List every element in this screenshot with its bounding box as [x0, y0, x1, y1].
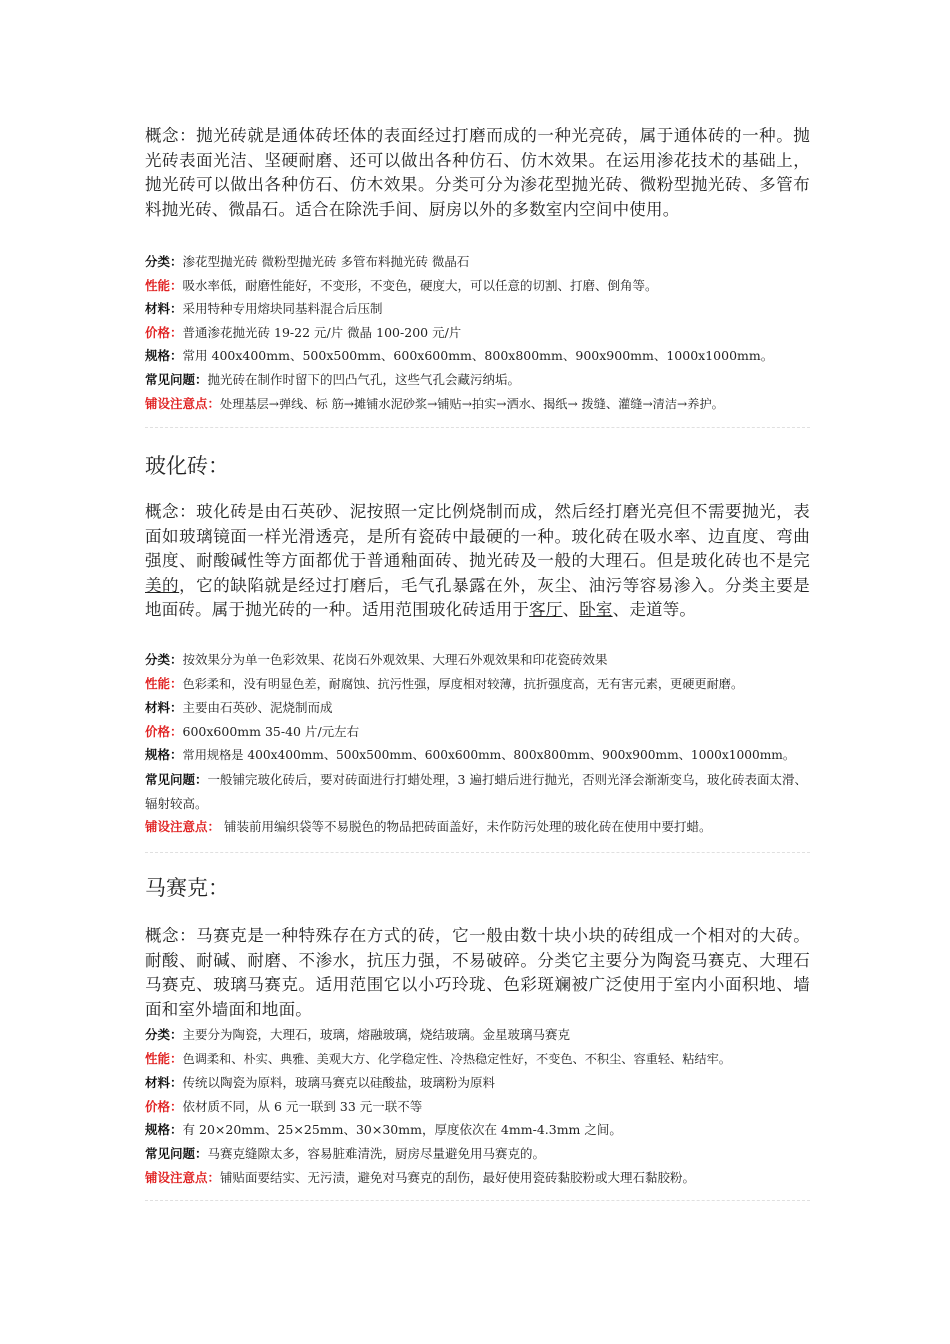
attr-value: 抛光砖在制作时留下的凹凸气孔，这些气孔会藏污纳垢。 [207, 371, 521, 387]
attr-label: 性能： [145, 675, 183, 691]
attr-value: 传统以陶瓷为原料，玻璃马赛克以硅酸盐，玻璃粉为原料 [182, 1075, 496, 1091]
attr-label: 规格： [145, 747, 183, 763]
attr-value: 铺贴面要结实、无污渍，避免对马赛克的刮伤，最好使用瓷砖黏胶粉或大理石黏胶粉。 [220, 1169, 696, 1185]
attr-performance [145, 672, 810, 697]
attr-value: 普通渗花抛光砖 19-22 元/片 微晶 100-200 元/片 [182, 324, 462, 340]
attr-material [145, 1071, 810, 1095]
attr-label: 铺设注意点： [145, 395, 221, 411]
attr-label: 常见问题： [145, 371, 208, 387]
attr-value: 渗花型抛光砖 微粉型抛光砖 多管布料抛光砖 微晶石 [182, 254, 470, 269]
attr-material [145, 696, 810, 720]
attr-label: 常见问题： [145, 1145, 208, 1161]
section-heading: 玻化砖： [145, 454, 229, 478]
attr-label: 铺设注意点： [145, 819, 221, 835]
attr-value: 处理基层→弹线、标 筋→摊铺水泥砂浆→铺贴→拍实→洒水、揭纸→ 拨缝、灌缝→清洁→养护。 [220, 396, 724, 411]
attr-problems [145, 1142, 810, 1166]
concept-paragraph [145, 500, 810, 623]
attr-value: 一般铺完玻化砖后，要对砖面进行打蜡处理，3 遍打蜡后进行抛光，否则光泽会渐渐变乌，玻化砖表面太滑、辐射较高。 [145, 771, 807, 811]
attr-value: 常用规格是 400x400mm、500x500mm、600x600mm、800x800mm、900x900mm、1000x1000mm。 [182, 748, 796, 763]
attr-value: 色彩柔和，没有明显色差，耐腐蚀、抗污性强，厚度相对较薄，抗折强度高，无有害元素，更硬更耐磨。 [182, 676, 744, 691]
attr-category [145, 250, 810, 274]
attr-spec [145, 743, 810, 768]
section-heading: 马赛克： [145, 876, 229, 900]
attr-value: 依材质不同，从 6 元一联到 33 元一联不等 [182, 1098, 423, 1114]
attr-problems [145, 768, 810, 815]
attr-price [145, 720, 810, 744]
attr-spec [145, 344, 810, 368]
attr-performance [145, 274, 810, 298]
section-vitrified-tile [145, 500, 810, 623]
attr-laying-notes [145, 392, 810, 417]
concept-text: 、 [562, 600, 580, 619]
section-vitrified-tile-attrs [145, 648, 810, 839]
attr-label: 性能： [145, 1050, 183, 1066]
attr-laying-notes [145, 1166, 810, 1190]
concept-text: ，它的缺陷就是经过打磨后，毛气孔暴露在外，灰尘、油污等容易渗入。分类主要是地面砖。属于抛光砖的一种。适用范围玻化砖适用于 [145, 575, 810, 619]
attr-performance [145, 1047, 810, 1072]
section-polished-tile-attrs [145, 250, 810, 416]
attr-label: 材料： [145, 700, 183, 716]
attr-price [145, 1095, 810, 1119]
attr-problems [145, 368, 810, 392]
attr-spec [145, 1118, 810, 1142]
attr-value: 600x600mm 35-40 片/元左右 [182, 723, 360, 739]
attr-value: 色调柔和、朴实、典雅、美观大方、化学稳定性、冷热稳定性好，不变色、不积尘、容重轻、粘结牢。 [182, 1051, 731, 1066]
attr-value: 马赛克缝隙太多，容易脏难清洗，厨房尽量避免用马赛克的。 [207, 1145, 546, 1161]
attr-value: 主要分为陶瓷，大理石，玻璃，熔融玻璃，烧结玻璃。金星玻璃马赛克 [182, 1027, 571, 1042]
attr-price [145, 321, 810, 345]
attr-label: 性能： [145, 277, 183, 293]
attr-value: 主要由石英砂、泥烧制而成 [182, 700, 333, 716]
section-mosaic-attrs [145, 1023, 810, 1189]
attr-label: 铺设注意点： [145, 1169, 221, 1185]
concept-link-living-room[interactable]: 客厅 [529, 600, 563, 619]
attr-label: 材料： [145, 301, 183, 317]
concept-paragraph: 概念：马赛克是一种特殊存在方式的砖，它一般由数十块小块的砖组成一个相对的大砖。耐酸、耐碱、耐磨、不渗水，抗压力强，不易破碎。分类它主要分为陶瓷马赛克、大理石马赛克、玻璃马赛克。适用范围它以小巧玲珑、色彩斑斓被广泛使用于室内小面积地、墙面和室外墙面和地面。 [145, 926, 810, 1019]
dashed-divider [145, 1200, 810, 1201]
concept-text: 、走道等。 [612, 600, 697, 619]
attr-material [145, 297, 810, 321]
dashed-divider [145, 852, 810, 853]
attr-label: 分类： [145, 254, 183, 269]
attr-label: 价格： [145, 324, 183, 340]
attr-value: 有 20×20mm、25×25mm、30×30mm，厚度依次在 4mm-4.3mm 之间。 [182, 1122, 622, 1138]
attr-category [145, 648, 810, 672]
attr-label: 价格： [145, 1098, 183, 1114]
attr-label: 规格： [145, 1122, 183, 1138]
concept-text: 概念：玻化砖是由石英砂、泥按照一定比例烧制而成，然后经打磨光亮但不需要抛光，表面如玻璃镜面一样光滑透亮，是所有瓷砖中最硬的一种。玻化砖在吸水率、边直度、弯曲强度、耐酸碱性等方面都优于普通釉面砖、抛光砖及一般的大理石。但是玻化砖也不是完 [145, 502, 810, 570]
attr-label: 价格： [145, 723, 183, 739]
attr-category [145, 1023, 810, 1047]
dashed-divider [145, 427, 810, 428]
attr-label: 规格： [145, 348, 183, 364]
attr-label: 分类： [145, 1027, 183, 1042]
concept-link-perfect[interactable]: 美的 [145, 575, 180, 595]
attr-value: 按效果分为单一色彩效果、花岗石外观效果、大理石外观效果和印花瓷砖效果 [182, 652, 608, 667]
attr-value: 吸水率低，耐磨性能好，不变形，不变色，硬度大，可以任意的切割、打磨、倒角等。 [182, 277, 658, 293]
attr-label: 材料： [145, 1075, 183, 1091]
section-mosaic [145, 924, 810, 1022]
section-polished-tile [145, 124, 810, 222]
attr-label: 常见问题： [145, 771, 208, 787]
attr-value: 常用 400x400mm、500x500mm、600x600mm、800x800mm、900x900mm、1000x1000mm。 [182, 348, 774, 364]
attr-value: 铺装前用编织袋等不易脱色的物品把砖面盖好，未作防污处理的玻化砖在使用中要打蜡。 [220, 819, 712, 835]
attr-label: 分类： [145, 652, 183, 667]
attr-laying-notes [145, 815, 810, 839]
concept-link-bedroom[interactable]: 卧室 [579, 600, 613, 619]
concept-paragraph: 概念：抛光砖就是通体砖坯体的表面经过打磨而成的一种光亮砖，属于通体砖的一种。抛光砖表面光洁、坚硬耐磨、还可以做出各种仿石、仿木效果。在运用渗花技术的基础上，抛光砖可以做出各种仿石、仿木效果。分类可分为渗花型抛光砖、微粉型抛光砖、多管布料抛光砖、微晶石。适合在除洗手间、厨房以外的多数室内空间中使用。 [145, 126, 810, 219]
attr-value: 采用特种专用熔块同基料混合后压制 [182, 301, 383, 317]
